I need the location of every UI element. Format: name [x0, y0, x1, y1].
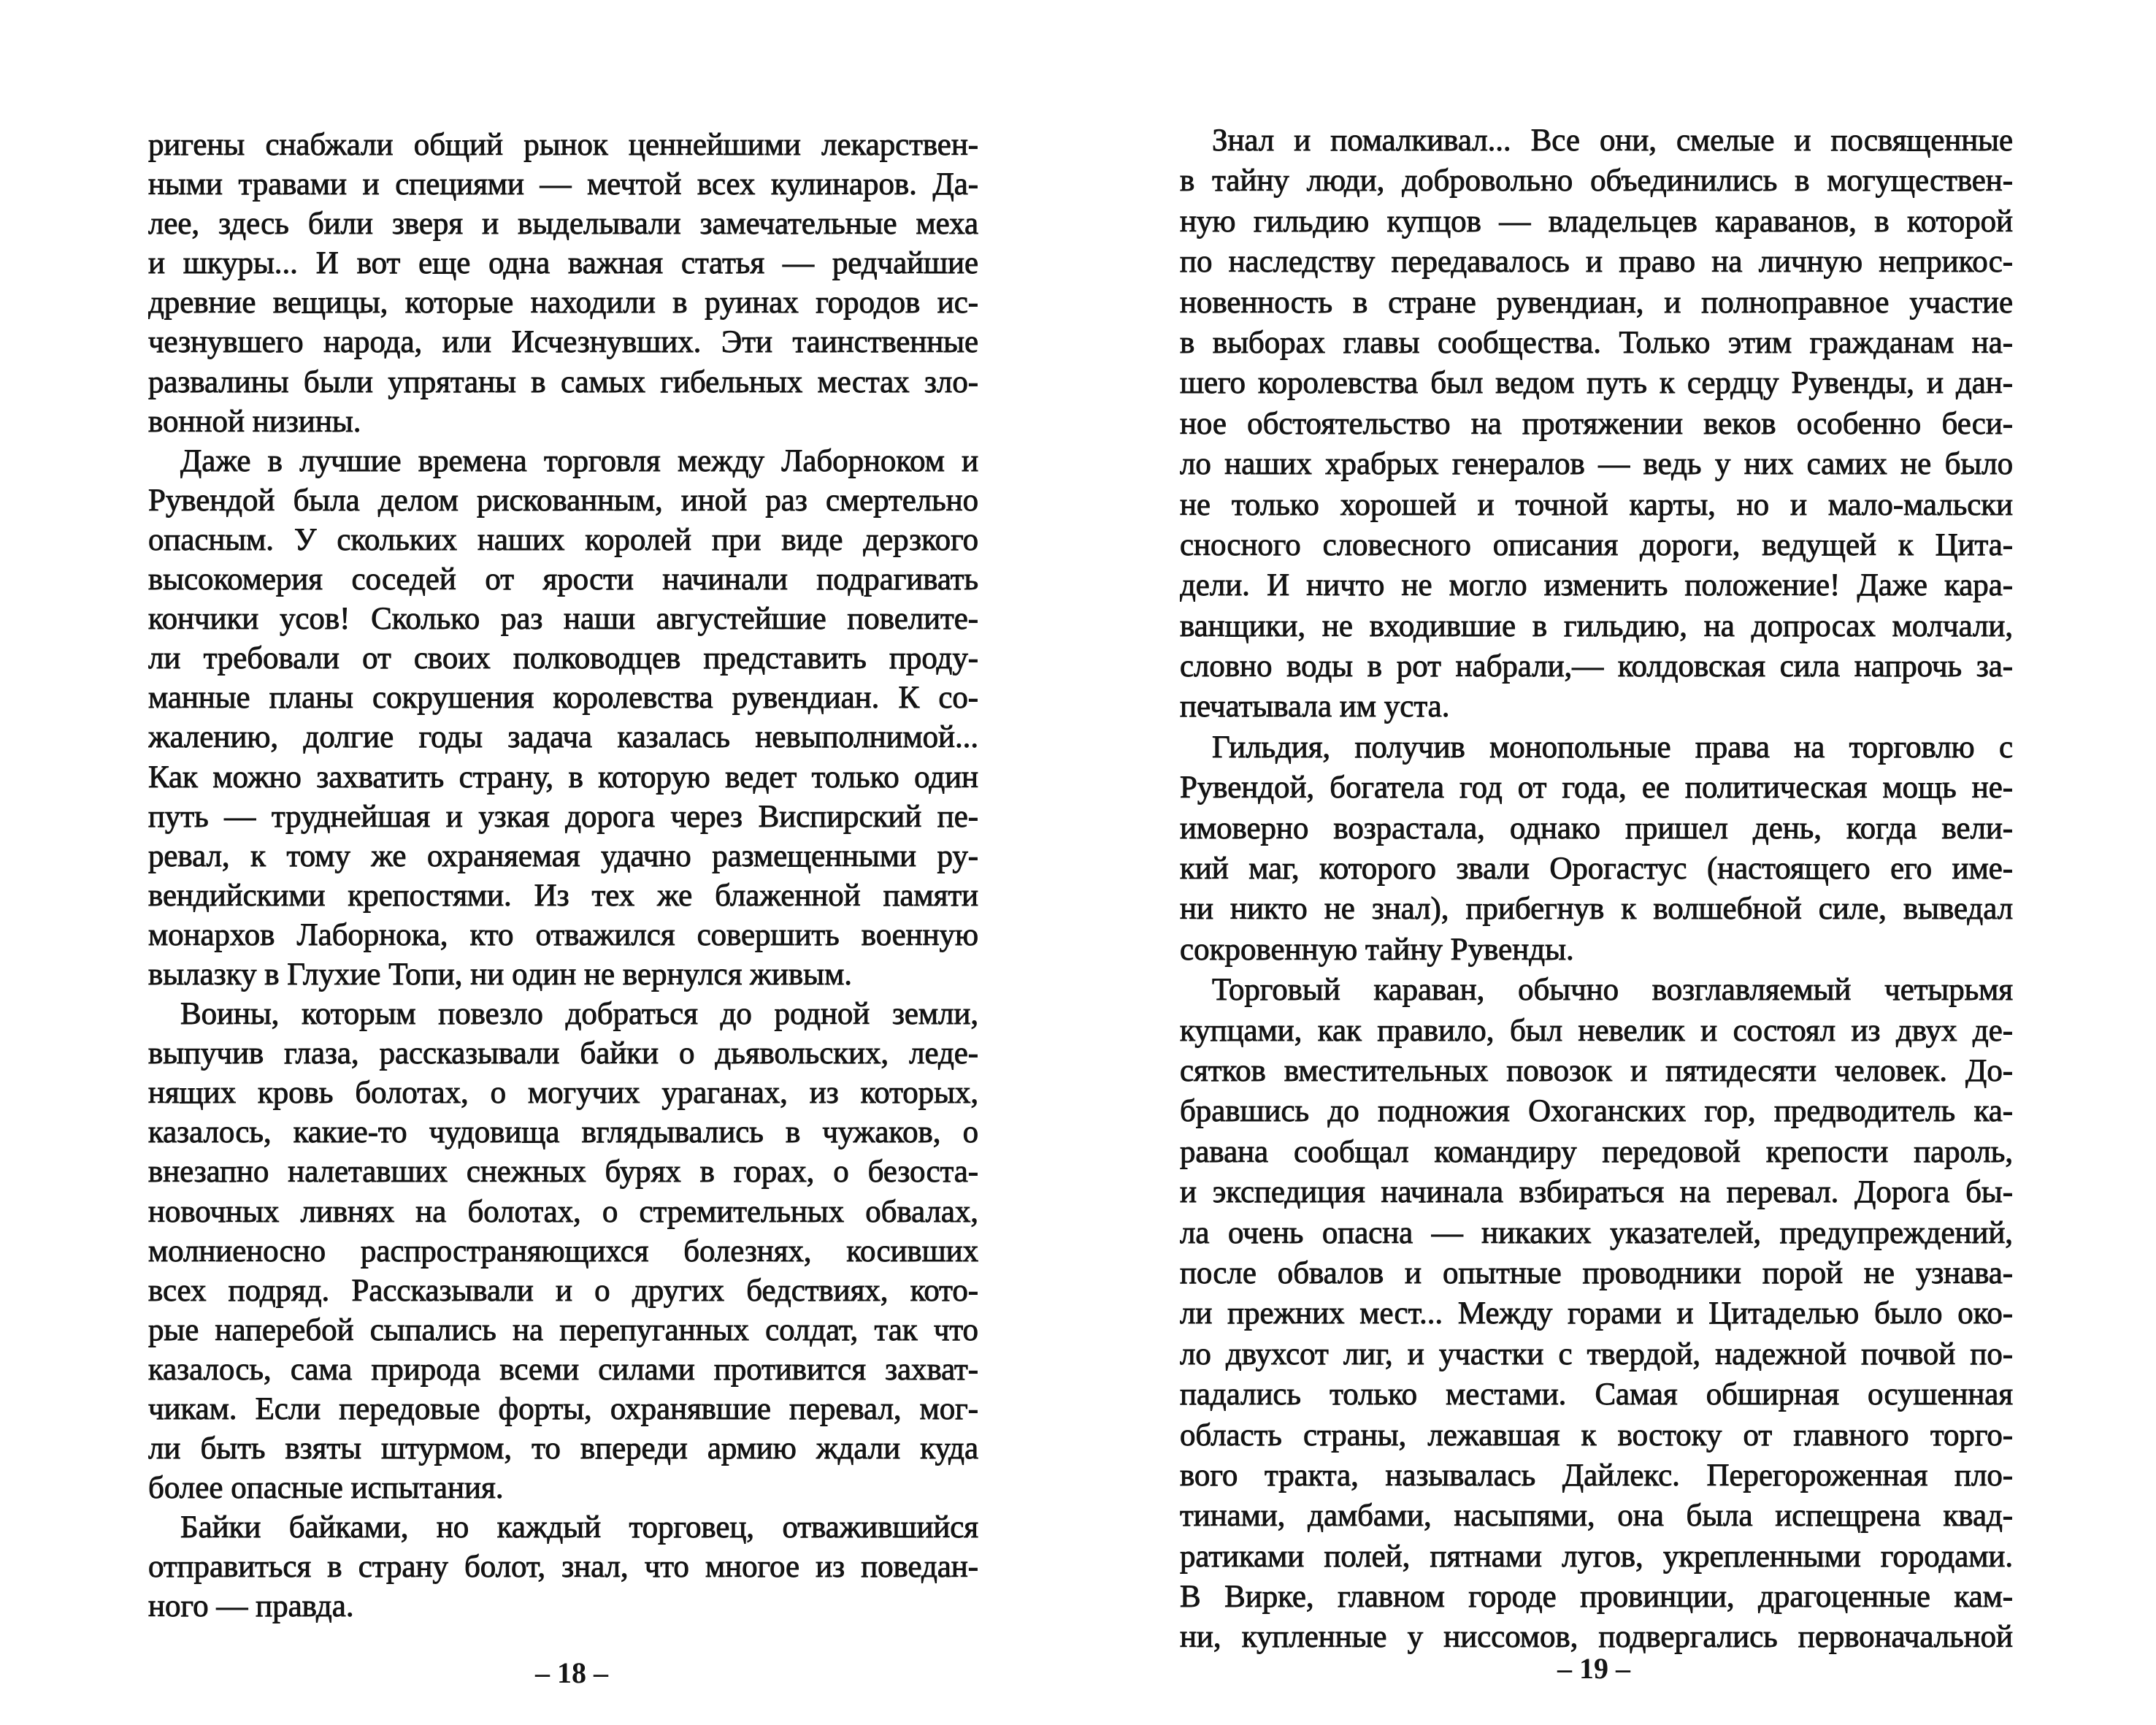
text-line: кончики усов! Сколько раз наши августейшие повелите- — [148, 602, 978, 637]
text-line: ла очень опасна — никаких указателей, предупреждений, — [1180, 1215, 2013, 1250]
text-line: ратиками полей, пятнами лугов, укрепленными городами. — [1180, 1539, 2013, 1574]
text-line: ни никто не знал), прибегнув к волшебной силе, выведал — [1180, 892, 2013, 927]
text-line: печатывала им уста. — [1180, 689, 1450, 724]
text-line: имоверно возрастала, однако пришел день, когда вели- — [1180, 811, 2013, 846]
text-line: ного — правда. — [148, 1589, 354, 1624]
right-page — [1078, 0, 2156, 1725]
text-line: вендийскими крепостями. Из тех же блаженной памяти — [148, 878, 978, 913]
text-line: ванщики, не входившие в гильдию, на допросах молчали, — [1180, 608, 2013, 643]
page-number: – 19 – — [1557, 1652, 1630, 1685]
text-line: после обвалов и опытные проводники порой не узнава- — [1180, 1255, 2013, 1290]
text-line: более опасные испытания. — [148, 1471, 504, 1506]
text-line: Рувендой была делом рискованным, иной раз смертельно — [148, 483, 978, 518]
text-line: ли прежних мест... Между горами и Цитаделью было око- — [1180, 1296, 2013, 1331]
text-line: выпучив глаза, рассказывали байки о дьявольских, леде- — [148, 1036, 978, 1071]
text-line: ными травами и специями — мечтой всех кулинаров. Да- — [148, 167, 978, 202]
text-line: вого тракта, называлась Дайлекс. Перегороженная пло- — [1180, 1458, 2013, 1493]
paragraph — [1180, 970, 2013, 1658]
text-line: лее, здесь били зверя и выделывали замечательные меха — [148, 207, 978, 242]
text-line: ригены снабжали общий рынок ценнейшими лекарствен- — [148, 128, 978, 162]
text-line: ли требовали от своих полководцев представить проду- — [148, 641, 978, 676]
paragraph — [148, 1508, 978, 1626]
text-line: опасным. У скольких наших королей при виде дерзкого — [148, 522, 978, 557]
text-line: высокомерия соседей от ярости начинали подрагивать — [148, 562, 978, 597]
text-line: рые наперебой сыпались на перепуганных солдат, так что — [148, 1312, 978, 1347]
text-line: Даже в лучшие времена торговля между Лаборноком и — [180, 443, 978, 478]
text-line: и шкуры... И вот еще одна важная статья — редчайшие — [148, 246, 978, 281]
text-line: ло наших храбрых генералов — ведь у них самих не было — [1180, 447, 2013, 482]
paragraph — [1180, 727, 2013, 970]
text-line: новенность в стране рувендиан, и полноправное участие — [1180, 285, 2013, 320]
text-line: вонной низины. — [148, 404, 361, 439]
text-line: отправиться в страну болот, знал, что многое из поведан- — [148, 1550, 978, 1585]
text-line: чикам. Если передовые форты, охранявшие перевал, мог- — [148, 1392, 978, 1426]
text-line: в выборах главы сообщества. Только этим гражданам на- — [1180, 325, 2013, 360]
text-line: всех подряд. Рассказывали и о других бедствиях, кото- — [148, 1273, 978, 1308]
text-line: по наследству передавалось и право на личную неприкос- — [1180, 245, 2013, 280]
text-line: казалось, сама природа всеми силами противится захват- — [148, 1352, 978, 1387]
text-line: Как можно захватить страну, в которую ведет только один — [148, 760, 978, 795]
text-line: вылазку в Глухие Топи, ни один не вернулся живым. — [148, 957, 853, 992]
text-line: древние вещицы, которые находили в руинах городов ис- — [148, 286, 978, 321]
text-line: Байки байками, но каждый торговец, отважившийся — [180, 1510, 978, 1545]
text-line: область страны, лежавшая к востоку от главного торго- — [1180, 1418, 2013, 1453]
text-line: в тайну люди, добровольно объединились в могуществен- — [1180, 164, 2013, 199]
text-line: Гильдия, получив монопольные права на торговлю с — [1212, 730, 2013, 765]
text-line: ревал, к тому же охраняемая удачно размещенными ру- — [148, 838, 978, 873]
text-line: путь — труднейшая и узкая дорога через Виспирский пе- — [148, 799, 978, 834]
text-line: сокровенную тайну Рувенды. — [1180, 932, 1574, 967]
left-page-text — [148, 126, 978, 1627]
text-line: купцами, как правило, был невелик и состоял из двух де- — [1180, 1013, 2013, 1048]
text-line: шего королевства был ведом путь к сердцу Рувенды, и дан- — [1180, 366, 2013, 401]
text-line: казалось, какие-то чудовища вглядывались в чужаков, о — [148, 1115, 978, 1150]
text-line: нящих кровь болотах, о могучих ураганах, из которых, — [148, 1076, 978, 1111]
text-line: жалению, долгие годы задача казалась невыполнимой... — [148, 720, 978, 755]
text-line: бравшись до подножия Охоганских гор, предводитель ка- — [1180, 1094, 2013, 1129]
paragraph — [1180, 121, 2013, 727]
text-line: внезапно налетавших снежных бурях в горах, о безоста- — [148, 1155, 978, 1190]
text-line: ли быть взяты штурмом, то впереди армию ждали куда — [148, 1431, 978, 1466]
text-line: Воины, которым повезло добраться до родной земли, — [180, 997, 978, 1032]
text-line: не только хорошей и точной карты, но и мало-мальски — [1180, 487, 2013, 522]
text-line: В Вирке, главном городе провинции, драгоценные кам- — [1180, 1580, 2013, 1615]
text-line: словно воды в рот набрали,— колдовская сила напрочь за- — [1180, 649, 2013, 684]
text-line: сносного словесного описания дороги, ведущей к Цита- — [1180, 527, 2013, 562]
page-number: – 18 – — [535, 1656, 608, 1689]
paragraph — [148, 442, 978, 995]
text-line: падались только местами. Самая обширная осушенная — [1180, 1377, 2013, 1412]
text-line: и экспедиция начинала взбираться на перевал. Дорога бы- — [1180, 1175, 2013, 1210]
text-line: ло двухсот лиг, и участки с твердой, надежной почвой по- — [1180, 1336, 2013, 1372]
text-line: новочных ливнях на болотах, о стремительных обвалах, — [148, 1194, 978, 1229]
text-line: ни, купленные у ниссомов, подвергались первоначальной — [1180, 1620, 2013, 1655]
paragraph — [148, 995, 978, 1508]
text-line: Рувендой, богатела год от года, ее политическая мощь не- — [1180, 770, 2013, 806]
text-line: сятков вместительных повозок и пятидесяти человек. До- — [1180, 1053, 2013, 1088]
text-line: развалины были упрятаны в самых гибельных местах зло- — [148, 364, 978, 399]
text-line: кий маг, которого звали Орогастус (настоящего его име- — [1180, 852, 2013, 887]
text-line: дели. И ничто не могло изменить положение! Даже кара- — [1180, 568, 2013, 603]
text-line: ную гильдию купцов — владельцев караванов, в которой — [1180, 204, 2013, 239]
text-line: тинами, дамбами, насыпями, она была испещрена квад- — [1180, 1499, 2013, 1534]
text-line: молниеносно распространяющихся болезнях, косивших — [148, 1233, 978, 1269]
text-line: чезнувшего народа, или Исчезнувших. Эти таинственные — [148, 325, 978, 360]
text-line: монархов Лаборнока, кто отважился совершить военную — [148, 917, 978, 952]
paragraph — [148, 126, 978, 442]
text-line: манные планы сокрушения королевства рувендиан. К со- — [148, 681, 978, 716]
text-line: ное обстоятельство на протяжении веков особенно беси- — [1180, 406, 2013, 441]
text-line: равана сообщал командиру передовой крепости пароль, — [1180, 1134, 2013, 1169]
text-line: Торговый караван, обычно возглавляемый четырьмя — [1212, 973, 2013, 1008]
right-page-text — [1180, 121, 2013, 1658]
text-line: Знал и помалкивал... Все они, смелые и посвященные — [1212, 123, 2013, 158]
